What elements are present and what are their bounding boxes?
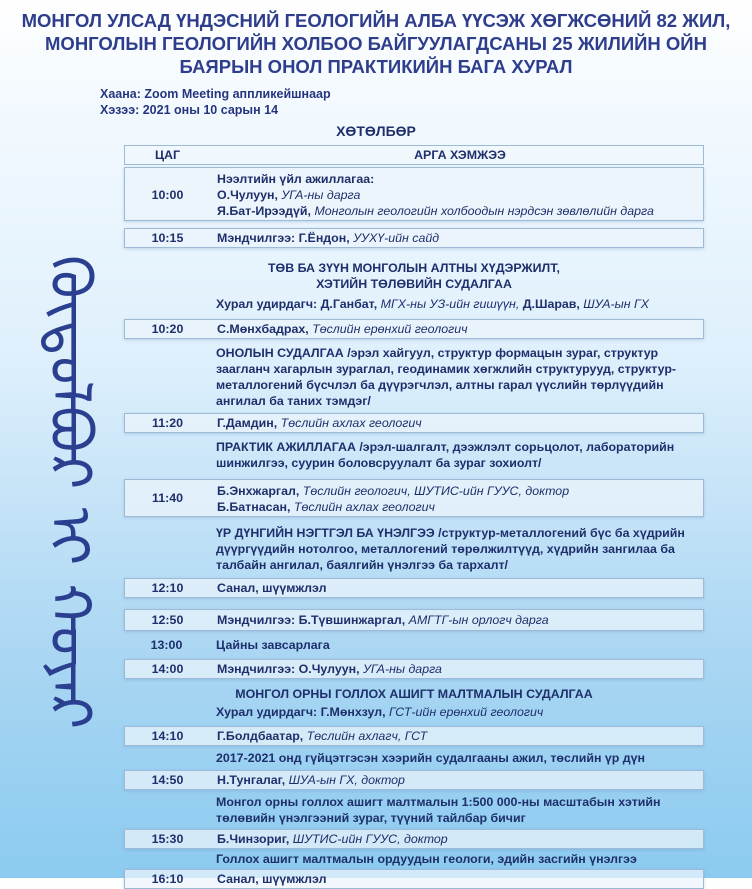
row-time: 12:50 xyxy=(151,613,184,627)
table-row xyxy=(124,413,704,433)
table-row xyxy=(124,228,704,248)
person-position: УГА-ны дарга xyxy=(359,662,442,676)
table-row xyxy=(124,319,704,339)
person-name: Г.Болдбаатар, xyxy=(217,729,304,743)
person-name: С.Мөнхбадрах, xyxy=(217,322,309,336)
chair-position: ГСТ-ийн ерөнхий геологич xyxy=(385,705,544,719)
table-row xyxy=(124,636,704,656)
person-position: УГА-ны дарга xyxy=(277,188,361,202)
row-time: 16:10 xyxy=(151,872,184,886)
meta-place: Хаана: Zoom Meeting аппликейшнаар xyxy=(100,87,331,101)
person-position: Монголын геологийн холбоодын нэрдсэн зөвлөлийн дарга xyxy=(311,204,654,218)
person-position: Төслийн ахлах геологич xyxy=(277,416,422,430)
row-time: 14:10 xyxy=(151,729,184,743)
talk-topic xyxy=(124,345,704,411)
row-time: 14:00 xyxy=(151,662,184,676)
row-text: Цайны завсарлага xyxy=(216,638,330,652)
topic-text: ҮР ДҮНГИЙН НЭГТГЭЛ БА ҮНЭЛГЭЭ /структур-металлогений бүс ба хүдрийн дүүргүүдийн нотолгоо, металлогений төрөлжилтүүд, хүдрийн зангилаа ба талбайн ангилал, баялгийн үнэлгээ ба тархалт/ xyxy=(216,526,685,572)
table-row xyxy=(124,869,704,889)
person-position: ШУА-ын ГХ, доктор xyxy=(285,773,405,787)
person-name: Б.Энхжаргал, xyxy=(217,484,300,498)
person-position: Төслийн ахлах геологич xyxy=(290,500,435,514)
meta-date: Хэзээ: 2021 оны 10 сарын 14 xyxy=(100,103,279,117)
person-name: Мэндчилгээ: Б.Түвшинжаргал, xyxy=(217,613,406,627)
section-title: ХЭТИЙН ТӨЛӨВИЙН СУДАЛГАА xyxy=(316,277,512,291)
row-text: Санал, шүүмжлэл xyxy=(217,581,327,595)
person-name: О.Чулуун, xyxy=(217,188,278,202)
row-time: 11:20 xyxy=(151,416,183,430)
person-name: Я.Бат-Ирээдүй, xyxy=(217,204,311,218)
topic-text: Монгол орны голлох ашигт малтмалын 1:500 000-ны масштабын хэтийн төлөвийн үнэлгээний зураг, түүний тайлбар бичиг xyxy=(216,795,661,825)
person-position: УУХҮ-ийн сайд xyxy=(349,231,440,245)
section-header xyxy=(124,685,704,723)
row-time: 15:30 xyxy=(151,832,184,846)
person-name: Б.Чинзориг, xyxy=(217,832,290,846)
col-time-header: ЦАГ xyxy=(154,148,181,162)
person-position: ШУТИС-ийн ГУУС, доктор xyxy=(289,832,448,846)
table-row xyxy=(124,578,704,598)
person-name: Н.Тунгалаг, xyxy=(217,773,286,787)
row-time: 13:00 xyxy=(150,638,183,652)
topic-text: ПРАКТИК АЖИЛЛАГАА /эрэл-шалгалт, дээжлэлт сорьцолот, лабораторийн шинжилгээ, суурин боловсруулалт ба зураг зохиолт/ xyxy=(216,440,675,470)
table-row xyxy=(124,726,704,746)
chair-position: ШУА-ын ГХ xyxy=(579,297,649,311)
title-line-2: МОНГОЛЫН ГЕОЛОГИЙН ХОЛБОО БАЙГУУЛАГДСАНЫ 25 ЖИЛИЙН ОЙН xyxy=(45,33,707,54)
section-title: ТӨВ БА ЗҮҮН МОНГОЛЫН АЛТНЫ ХҮДЭРЖИЛТ, xyxy=(267,261,561,275)
row-time: 12:10 xyxy=(151,581,184,595)
person-name: Мэндчилгээ: О.Чулуун, xyxy=(217,662,360,676)
mongolian-script-text: ᠬᠥᠲᠥᠯᠪᠦᠷ ᠢ ᠬᠣᠶᠠᠷ xyxy=(36,255,104,730)
chair-name: Хурал удирдагч: Г.Мөнхзул, xyxy=(216,705,386,719)
table-header xyxy=(124,145,704,165)
col-event-header: АРГА ХЭМЖЭЭ xyxy=(414,148,506,162)
talk-topic xyxy=(124,794,704,828)
table-row xyxy=(124,659,704,679)
table-row xyxy=(124,479,704,517)
row-time: 14:50 xyxy=(151,773,184,787)
person-position: Төслийн ахлагч, ГСТ xyxy=(303,729,428,743)
row-time: 11:40 xyxy=(151,491,183,505)
person-position: Төслийн геологич, ШУТИС-ийн ГУУС, доктор xyxy=(299,484,570,498)
table-row xyxy=(124,609,704,631)
event-title xyxy=(0,9,752,78)
topic-text: Голлох ашигт малтмалын ордуудын геологи, эдийн засгийн үнэлгээ xyxy=(216,852,637,866)
row-text: Нээлтийн үйл ажиллагаа: xyxy=(217,172,375,186)
chair-position: МГХ-ны УЗ-ийн гишүүн, xyxy=(377,297,520,311)
chair-name: Хурал удирдагч: Д.Ганбат, xyxy=(216,297,378,311)
section-title: МОНГОЛ ОРНЫ ГОЛЛОХ АШИГТ МАЛТМАЛЫН СУДАЛГАА xyxy=(235,687,593,701)
title-line-1: МОНГОЛ УЛСАД ҮНДЭСНИЙ ГЕОЛОГИЙН АЛБА ҮҮСЭЖ ХӨГЖСӨНИЙ 82 ЖИЛ, xyxy=(21,10,731,31)
row-text: Санал, шүүмжлэл xyxy=(217,872,327,886)
topic-text: 2017-2021 онд гүйцэтгэсэн хээрийн судалгааны ажил, төслийн үр дүн xyxy=(216,751,646,765)
title-line-3: БАЯРЫН ОНОЛ ПРАКТИКИЙН БАГА ХУРАЛ xyxy=(179,56,573,77)
talk-topic xyxy=(124,750,704,768)
talk-topic xyxy=(124,439,704,473)
chair-name: Д.Шарав, xyxy=(519,297,580,311)
section-header xyxy=(124,258,704,318)
person-position: АМГТГ-ын орлогч дарга xyxy=(405,613,549,627)
table-row xyxy=(124,167,704,221)
person-position: Төслийн ерөнхий геологич xyxy=(308,322,468,336)
row-time: 10:20 xyxy=(151,322,184,336)
program-title: ХӨТӨЛБӨР xyxy=(336,123,416,139)
person-name: Б.Батнасан, xyxy=(217,500,291,514)
topic-text: ОНОЛЫН СУДАЛГАА /эрэл хайгуул, структур формацын зураг, структур заагланч хагарлын зураглал, геодинамик хөгжлийн структурууд, структур-металлогений бүсчлэл ба дүүрэгчлэл, алтны гарал үүслийн төрлүүдийн ангилал ба таних тэмдэг/ xyxy=(216,346,677,408)
person-name: Г.Дамдин, xyxy=(217,416,278,430)
talk-topic xyxy=(124,851,704,869)
row-time: 10:15 xyxy=(151,231,184,245)
talk-topic xyxy=(124,525,704,577)
row-time: 10:00 xyxy=(151,188,184,202)
table-row xyxy=(124,829,704,849)
table-row xyxy=(124,770,704,790)
person-name: Мэндчилгээ: Г.Ёндон, xyxy=(217,231,350,245)
